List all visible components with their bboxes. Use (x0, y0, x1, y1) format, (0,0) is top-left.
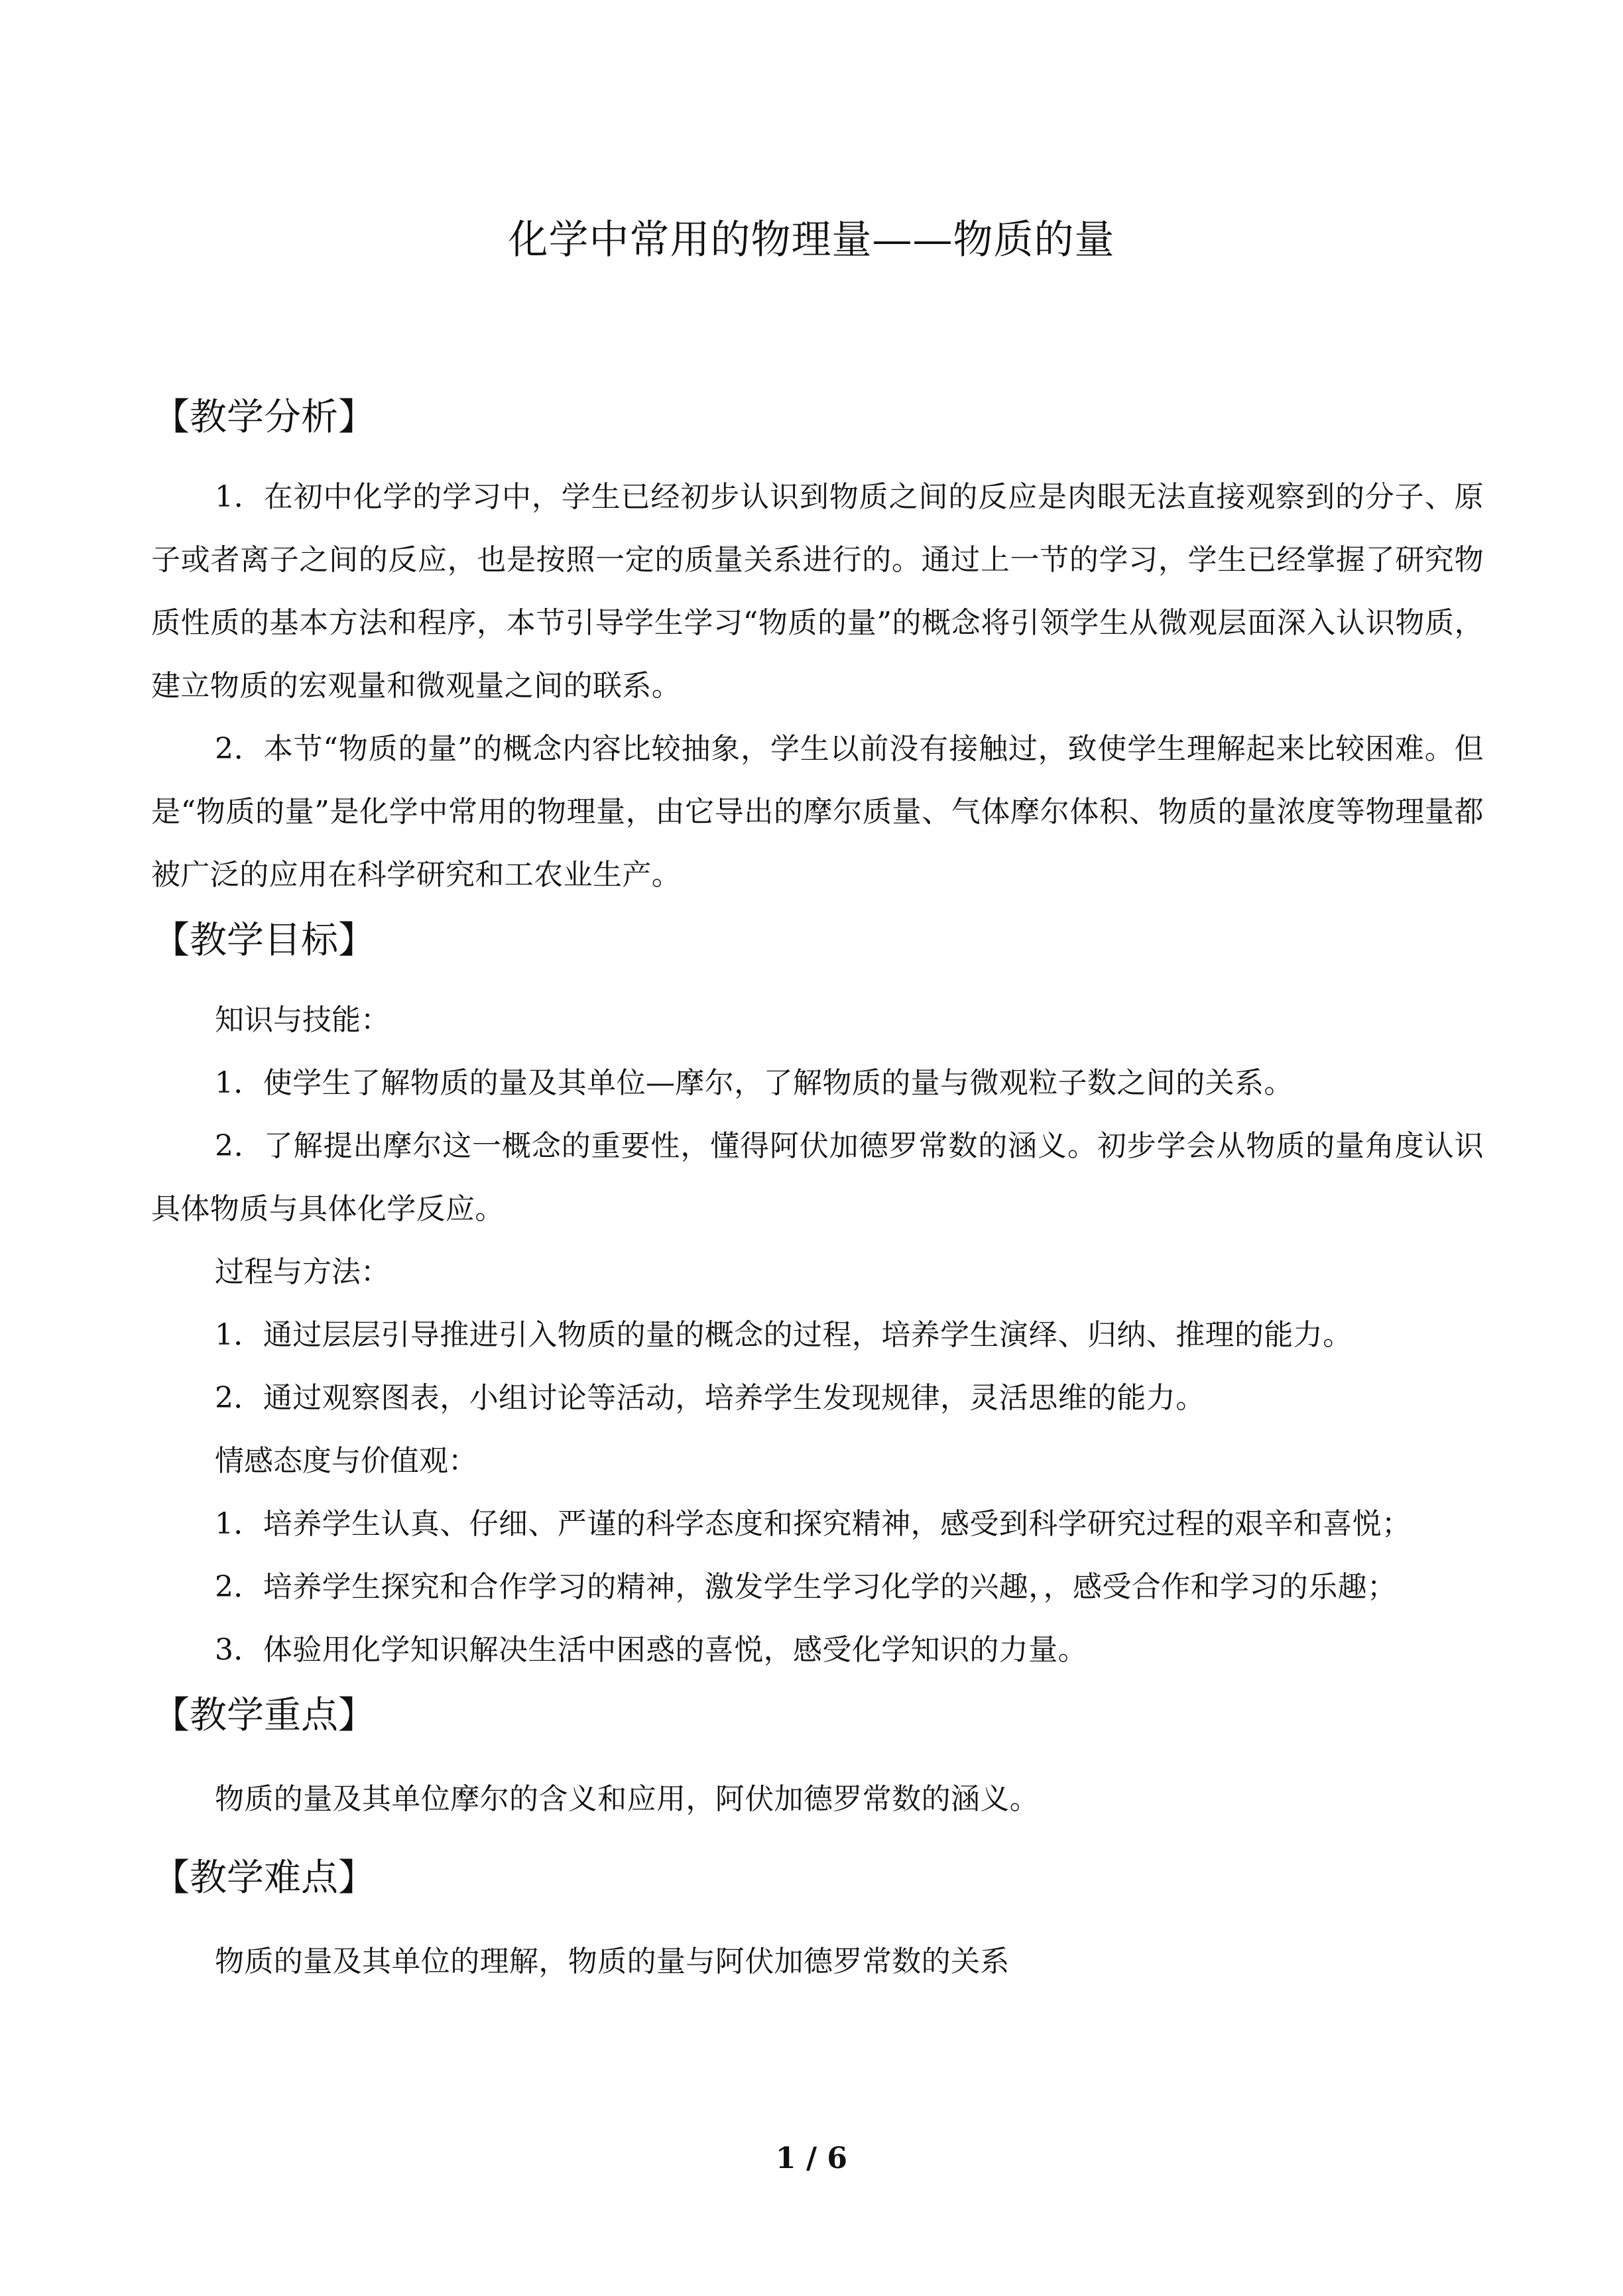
objectives-attitude-item-2: 2．培养学生探究和合作学习的精神，激发学生学习化学的兴趣，，感受合作和学习的乐趣； (215, 1570, 1397, 1604)
objectives-attitude-item-3: 3．体验用化学知识解决生活中困惑的喜悦，感受化学知识的力量。 (215, 1633, 1087, 1667)
objectives-process-label: 过程与方法： (215, 1255, 390, 1289)
objectives-knowledge-item-1: 1．使学生了解物质的量及其单位—摩尔，了解物质的量与微观粒子数之间的关系。 (215, 1066, 1293, 1100)
objectives-knowledge-item-2: 2．了解提出摩尔这一概念的重要性，懂得阿伏加德罗常数的涵义。初步学会从物质的量角度认识具体物质与具体化学反应。 (151, 1129, 1484, 1226)
objectives-attitude-label: 情感态度与价值观： (215, 1444, 477, 1478)
objectives-attitude-item-1: 1．培养学生认真、仔细、严谨的科学态度和探究精神，感受到科学研究过程的艰辛和喜悦； (215, 1507, 1412, 1541)
analysis-paragraph-2: 2．本节“物质的量”的概念内容比较抽象，学生以前没有接触过，致使学生理解起来比较困难。但是“物质的量”是化学中常用的物理量，由它导出的摩尔质量、气体摩尔体积、物质的量浓度等物理量都被广泛的应用在科学研究和工农业生产。 (151, 732, 1484, 892)
section-heading-difficulties: 【教学难点】 (152, 1856, 375, 1900)
objectives-process-item-2: 2．通过观察图表，小组讨论等活动，培养学生发现规律，灵活思维的能力。 (215, 1381, 1205, 1415)
document-body (151, 383, 1484, 1993)
section-heading-objectives: 【教学目标】 (152, 919, 375, 962)
key-points-text: 物质的量及其单位摩尔的含义和应用，阿伏加德罗常数的涵义。 (215, 1782, 1040, 1816)
objectives-process-item-1: 1．通过层层引导推进引入物质的量的概念的过程，培养学生演绎、归纳、推理的能力。 (215, 1318, 1352, 1352)
page-number: 1 / 6 (776, 2142, 847, 2175)
section-heading-analysis: 【教学分析】 (152, 396, 375, 439)
section-heading-key-points: 【教学重点】 (152, 1694, 375, 1737)
document-title: 化学中常用的物理量——物质的量 (508, 217, 1115, 263)
analysis-paragraph-1: 1．在初中化学的学习中，学生已经初步认识到物质之间的反应是肉眼无法直接观察到的分子、原子或者离子之间的反应，也是按照一定的质量关系进行的。通过上一节的学习，学生已经掌握了研究物质性质的基本方法和程序，本节引导学生学习“物质的量”的概念将引领学生从微观层面深入认识物质，建立物质的宏观量和微观量之间的联系。 (151, 480, 1484, 703)
difficulties-text: 物质的量及其单位的理解，物质的量与阿伏加德罗常数的关系 (215, 1945, 1010, 1978)
objectives-knowledge-label: 知识与技能： (215, 1003, 390, 1037)
